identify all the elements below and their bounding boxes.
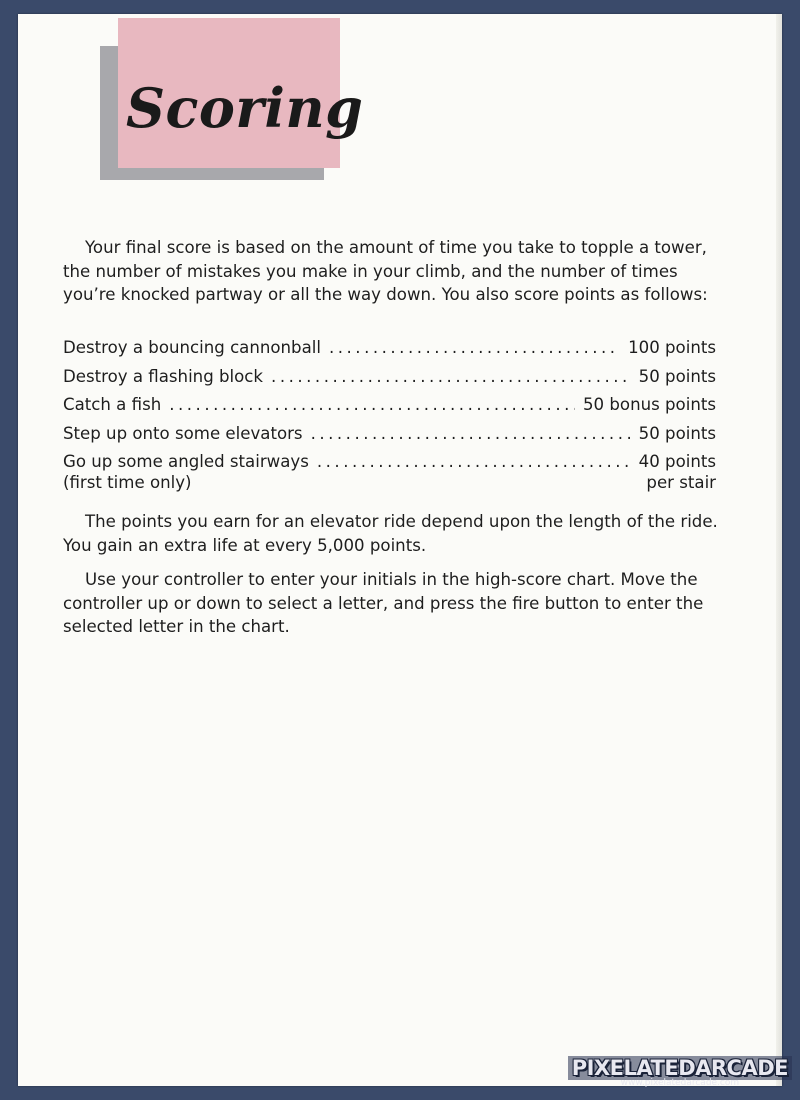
page-title: Scoring — [126, 76, 364, 140]
score-table — [63, 338, 716, 497]
score-points: 100 points — [628, 338, 716, 357]
dot-leader — [329, 338, 620, 357]
watermark — [568, 1056, 792, 1088]
stairs-note-left: (first time only) — [63, 472, 192, 492]
intro-paragraph — [63, 236, 723, 307]
score-points: 40 points — [638, 452, 716, 471]
score-action: Destroy a flashing block — [63, 366, 264, 386]
score-action: Destroy a bouncing cannonball — [63, 338, 321, 357]
score-action: Go up some angled stairways — [63, 452, 309, 471]
watermark-logo-text: PIXELATEDARCADE — [568, 1056, 792, 1080]
elevator-text: The points you earn for an elevator ride depend upon the length of the ride. You gain an extra life at every 5,000 points. — [63, 512, 718, 555]
dot-leader — [317, 452, 631, 471]
score-points: 50 points — [638, 366, 716, 386]
stairs-note-right: per stair — [646, 472, 716, 492]
dot-leader — [271, 367, 631, 386]
score-action: Step up onto some elevators — [63, 423, 303, 443]
stairs-note-row — [63, 473, 716, 497]
intro-text: Your final score is based on the amount of time you take to topple a tower, the number of mistakes you make in your climb, and the number of times you’re knocked partway or all the way down. You also score points as follows: — [63, 238, 708, 304]
initials-text: Use your controller to enter your initials in the high-score chart. Move the controller up or down to select a letter, and press the fire button to enter the selected letter in the chart. — [63, 570, 704, 636]
dot-leader — [169, 395, 575, 414]
score-row — [63, 367, 716, 396]
score-row — [63, 395, 716, 424]
score-row — [63, 424, 716, 453]
dot-leader — [311, 424, 631, 443]
elevator-paragraph — [63, 510, 723, 557]
initials-paragraph — [63, 568, 723, 639]
watermark-url: www.pixelatedarcade.com — [620, 1078, 740, 1088]
score-action: Catch a fish — [63, 395, 162, 414]
manual-page — [18, 14, 782, 1086]
score-points: 50 bonus points — [583, 395, 716, 414]
page-edge-shadow — [776, 14, 782, 1086]
score-points: 50 points — [638, 423, 716, 443]
score-row — [63, 338, 716, 367]
